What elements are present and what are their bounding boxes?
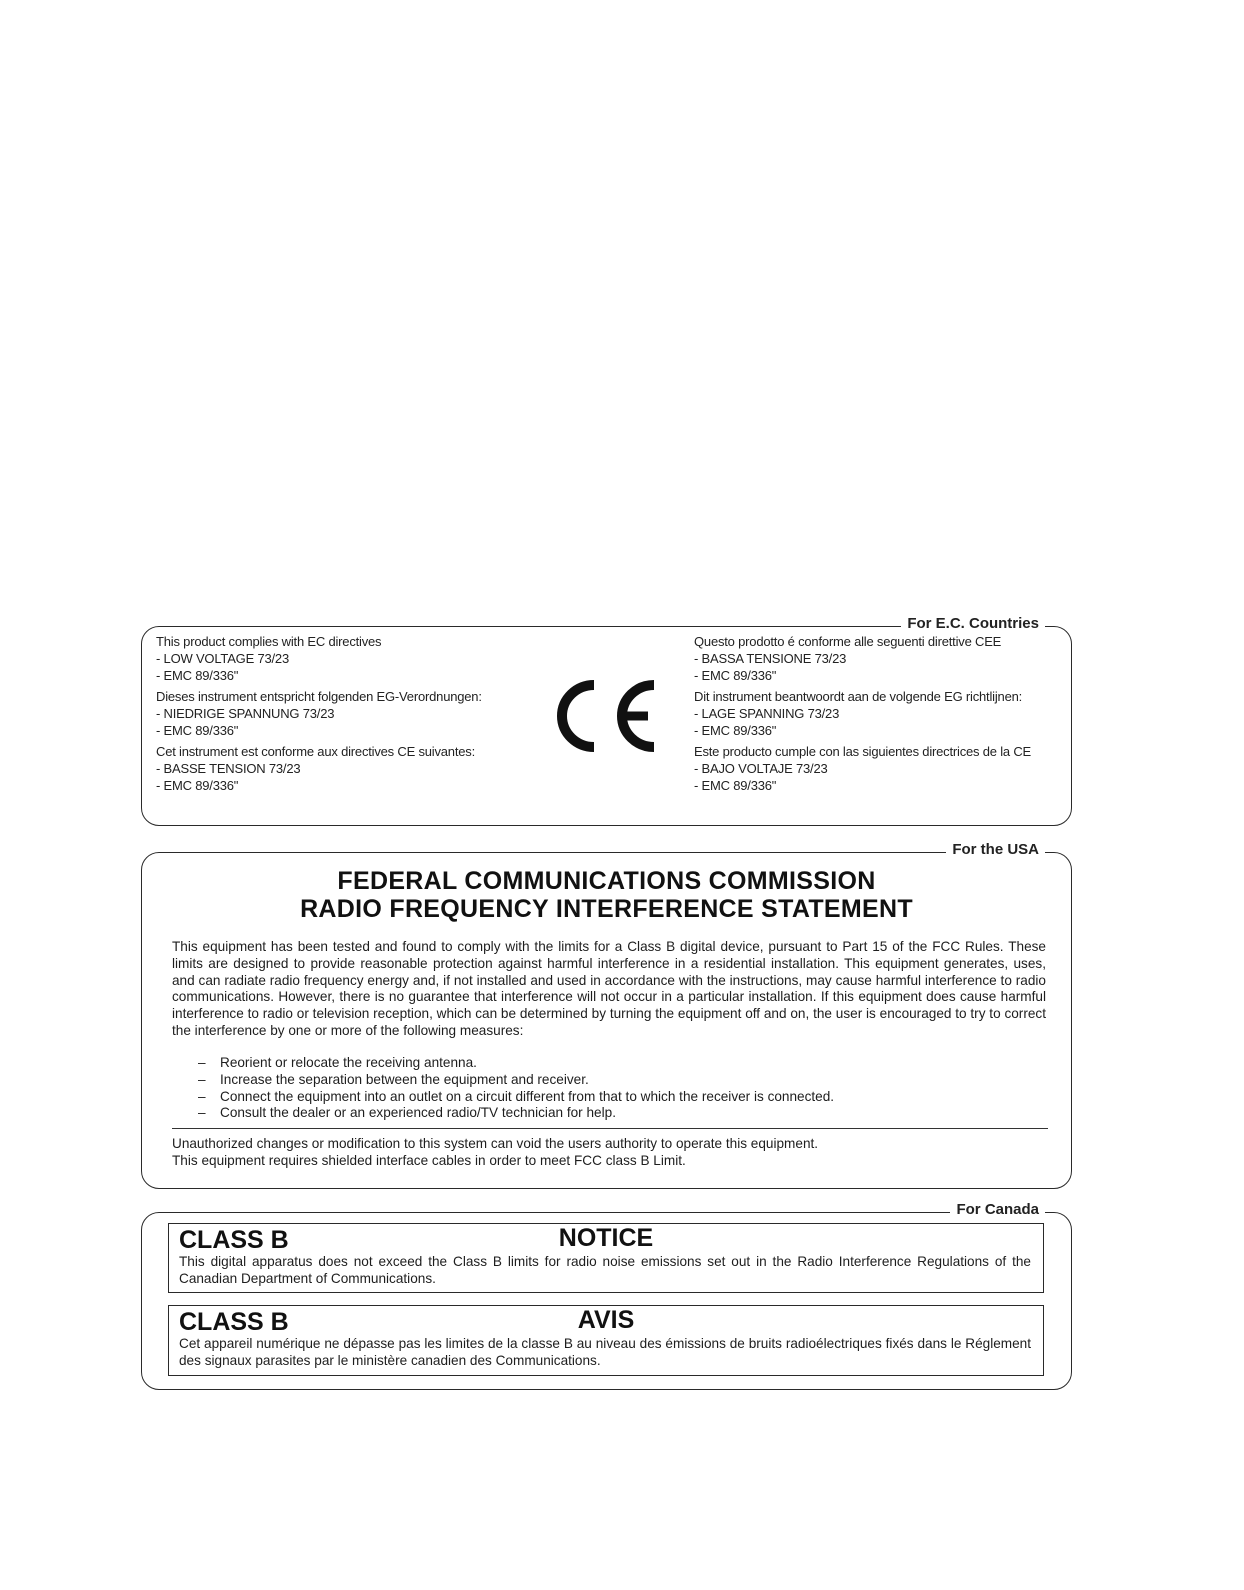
ec-item: - BASSE TENSION 73/23: [156, 761, 301, 776]
avis-heading: AVIS: [577, 1306, 635, 1334]
ec-item: - EMC 89/336": [694, 778, 777, 793]
fcc-title-line1: FEDERAL COMMUNICATIONS COMMISSION: [337, 867, 876, 895]
ec-intro: This product complies with EC directives: [156, 634, 382, 649]
ec-group-it: [694, 633, 1064, 684]
fcc-footer-line1: Unauthorized changes or modification to this system can void the users authority to operate this equipment.: [172, 1136, 819, 1151]
ec-group-de: [156, 688, 556, 739]
ec-tag: For E.C. Countries: [901, 615, 1045, 632]
ec-intro: Questo prodotto é conforme alle seguenti direttive CEE: [694, 634, 1002, 649]
ec-item: - LOW VOLTAGE 73/23: [156, 651, 289, 666]
list-item: – Connect the equipment into an outlet on a circuit different from that to which the receiver is connected.: [198, 1089, 834, 1106]
list-item: – Increase the separation between the equipment and receiver.: [198, 1072, 834, 1089]
ec-intro: Dit instrument beantwoordt aan de volgende EG richtlijnen:: [694, 689, 1023, 704]
ec-group-es: [694, 743, 1064, 794]
fcc-statement-box: [141, 841, 1072, 1189]
ec-item: - BASSA TENSIONE 73/23: [694, 651, 847, 666]
ec-compliance-box: [141, 615, 1072, 826]
fcc-title-line2: RADIO FREQUENCY INTERFERENCE STATEMENT: [300, 895, 913, 923]
avis-class-label: CLASS B: [179, 1308, 289, 1336]
ec-item: - EMC 89/336": [156, 723, 239, 738]
ec-item: - EMC 89/336": [694, 723, 777, 738]
fcc-measures-list: [198, 1055, 834, 1122]
ec-item: - BAJO VOLTAJE 73/23: [694, 761, 828, 776]
fcc-body-text: This equipment has been tested and found to comply with the limits for a Class B digital device, pursuant to Part 15 of the FCC Rules. These limits are designed to provide reasonable protection against harmful interference in a residential installation. This equipment generates, uses, and can radiate radio frequency energy and, if not installed and used in accordance with the instructions, may cause harmful interference to radio communications. However, there is no guarantee that interference will not occur in a particular installation. If this equipment does cause harmful interference to radio or television reception, which can be determined by turning the equipment off and on, the user is encouraged to try to correct the interference by one or more of the following measures:: [172, 939, 1046, 1038]
ec-left-column: [156, 633, 556, 798]
ec-intro: Dieses instrument entspricht folgenden EG-Verordnungen:: [156, 689, 482, 704]
ec-item: - EMC 89/336": [156, 668, 239, 683]
ce-mark-icon: [542, 677, 662, 755]
ec-intro: Cet instrument est conforme aux directives CE suivantes:: [156, 744, 475, 759]
ec-right-column: [694, 633, 1064, 798]
list-item: – Reorient or relocate the receiving antenna.: [198, 1055, 834, 1072]
notice-text: This digital apparatus does not exceed the Class B limits for radio noise emissions set out in the Radio Interference Regulations of the Canadian Department of Communications.: [179, 1254, 1031, 1286]
ec-group-en: [156, 633, 556, 684]
fcc-divider: [172, 1128, 1048, 1129]
list-item: – Consult the dealer or an experienced radio/TV technician for help.: [198, 1105, 834, 1122]
ec-item: - EMC 89/336": [156, 778, 239, 793]
canada-avis-panel: [168, 1305, 1044, 1376]
fcc-footer: [172, 1135, 818, 1169]
notice-heading: NOTICE: [558, 1224, 654, 1252]
fcc-tag: For the USA: [946, 841, 1045, 858]
ec-item: - NIEDRIGE SPANNUNG 73/23: [156, 706, 335, 721]
ec-item: - LAGE SPANNING 73/23: [694, 706, 840, 721]
ec-group-nl: [694, 688, 1064, 739]
ec-group-fr: [156, 743, 556, 794]
canada-notice-panel: [168, 1223, 1044, 1293]
notice-class-label: CLASS B: [179, 1226, 289, 1254]
fcc-footer-line2: This equipment requires shielded interface cables in order to meet FCC class B Limit.: [172, 1153, 686, 1168]
avis-text: Cet appareil numérique ne dépasse pas les limites de la classe B au niveau des émissions de bruits radioélectriques fixés dans le Réglement des signaux parasites par le ministère canadien des Communications.: [179, 1336, 1031, 1368]
ec-item: - EMC 89/336": [694, 668, 777, 683]
canada-tag: For Canada: [950, 1201, 1045, 1218]
ec-intro: Este producto cumple con las siguientes directrices de la CE: [694, 744, 1032, 759]
canada-notice-box: [141, 1201, 1072, 1390]
